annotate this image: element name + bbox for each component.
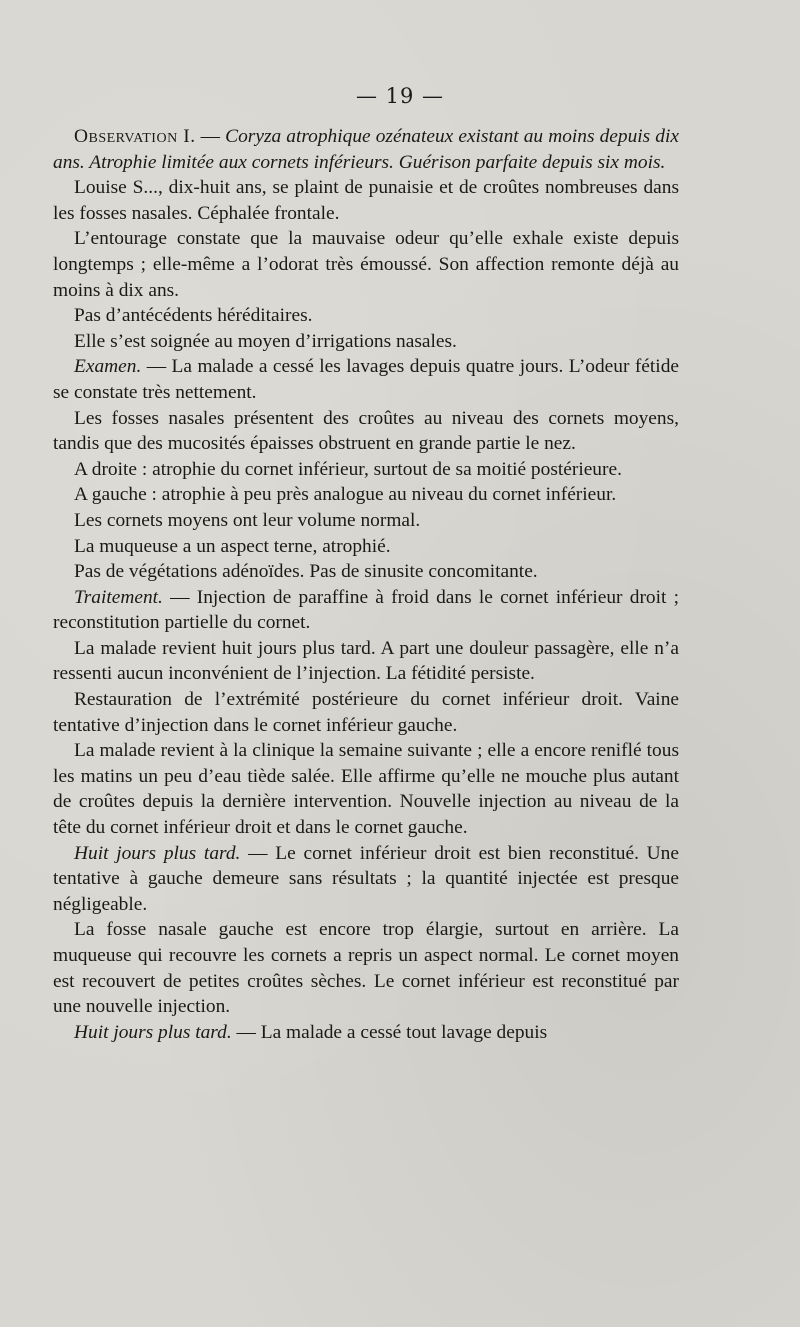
observation-heading <box>53 124 679 175</box>
paragraph <box>53 175 679 226</box>
paragraph-text: — La malade a cessé les lavages depuis quatre jours. L’odeur fétide se constate très nettement. <box>53 356 679 403</box>
paragraph <box>53 457 679 483</box>
paragraph <box>53 687 679 738</box>
paragraph <box>53 482 679 508</box>
paragraph-text: Louise S..., dix-huit ans, se plaint de punaisie et de croûtes nombreuses dans les fosses nasales. Céphalée frontale. <box>53 177 679 224</box>
paragraph-text: Les fosses nasales présentent des croûtes au niveau des cornets moyens, tandis que des mucosités épaisses obstruent en grande partie le nez. <box>53 407 679 455</box>
paragraph <box>53 738 679 840</box>
paragraph-text: Restauration de l’extrémité postérieure du cornet inférieur droit. Vaine tentative d’injection dans le cornet inférieur gauche. <box>53 689 679 736</box>
paragraph <box>53 354 679 405</box>
paragraph-text: — Injection de paraffine à froid dans le cornet inférieur droit ; reconstitution partielle du cornet. <box>53 586 679 634</box>
page-number: — 19 — <box>355 84 445 108</box>
paragraph <box>53 636 679 687</box>
paragraph <box>53 917 679 1019</box>
paragraph <box>53 1020 679 1046</box>
paragraph-lead: Examen. <box>74 356 142 378</box>
paragraph <box>53 559 679 585</box>
paragraph <box>53 841 679 918</box>
paragraph-text: La malade revient huit jours plus tard. A part une douleur passagère, elle n’a ressenti aucun inconvénient de l’injection. La fétidité persiste. <box>53 637 679 685</box>
paragraph <box>53 508 679 534</box>
paragraph-text: Pas de végétations adénoïdes. Pas de sinusite concomitante. <box>74 561 538 583</box>
paragraph <box>53 329 679 355</box>
paragraph-lead: Huit jours plus tard. <box>74 1021 232 1043</box>
paragraph-text: Pas d’antécédents héréditaires. <box>74 305 313 327</box>
paragraph <box>53 406 679 457</box>
paragraph-lead: Traitement. <box>74 586 163 608</box>
observation-dash: — <box>195 126 226 147</box>
paragraph-text: A droite : atrophie du cornet inférieur, surtout de sa moitié postérieure. <box>74 458 622 480</box>
body-text <box>53 124 679 1045</box>
paragraph-text: L’entourage constate que la mauvaise odeur qu’elle exhale existe depuis longtemps ; elle-même a l’odorat très émoussé. Son affection remonte déjà au moins à dix ans. <box>53 228 679 301</box>
observation-label: Observation I. <box>74 126 196 147</box>
paragraph-text: Elle s’est soignée au moyen d’irrigations nasales. <box>74 330 457 352</box>
paragraph-lead: Huit jours plus tard. <box>74 842 241 864</box>
paragraph-text: La muqueuse a un aspect terne, atrophié. <box>74 535 391 557</box>
paragraph <box>53 585 679 636</box>
paragraph-text: La fosse nasale gauche est encore trop élargie, surtout en arrière. La muqueuse qui recouvre les cornets a repris un aspect normal. Le cornet moyen est recouvert de petites croûtes sèches. Le cornet inférieur est reconstitué par une nouvelle injection. <box>53 919 679 1018</box>
paragraph <box>53 534 679 560</box>
paragraph-text: — Le cornet inférieur droit est bien reconstitué. Une tentative à gauche demeure sans résultats ; la quantité injectée est presque négligeable. <box>53 842 679 915</box>
paragraph-text: La malade revient à la clinique la semaine suivante ; elle a encore reniflé tous les matins un peu d’eau tiède salée. Elle affirme qu’elle ne mouche plus autant de croûtes depuis la dernière intervention. Nouvelle injection au niveau de la tête du cornet inférieur droit et dans le cornet gauche. <box>53 740 679 839</box>
paragraph-text: A gauche : atrophie à peu près analogue au niveau du cornet inférieur. <box>74 484 617 506</box>
paragraph-text: — La malade a cessé tout lavage depuis <box>231 1021 548 1043</box>
paragraph <box>53 303 679 329</box>
paragraph-text: Les cornets moyens ont leur volume normal. <box>74 509 421 531</box>
paragraph <box>53 226 679 303</box>
observation-title: Coryza atrophique ozénateux existant au moins depuis dix ans. Atrophie limitée aux cornets inférieurs. Guérison parfaite depuis six mois. <box>53 126 680 173</box>
